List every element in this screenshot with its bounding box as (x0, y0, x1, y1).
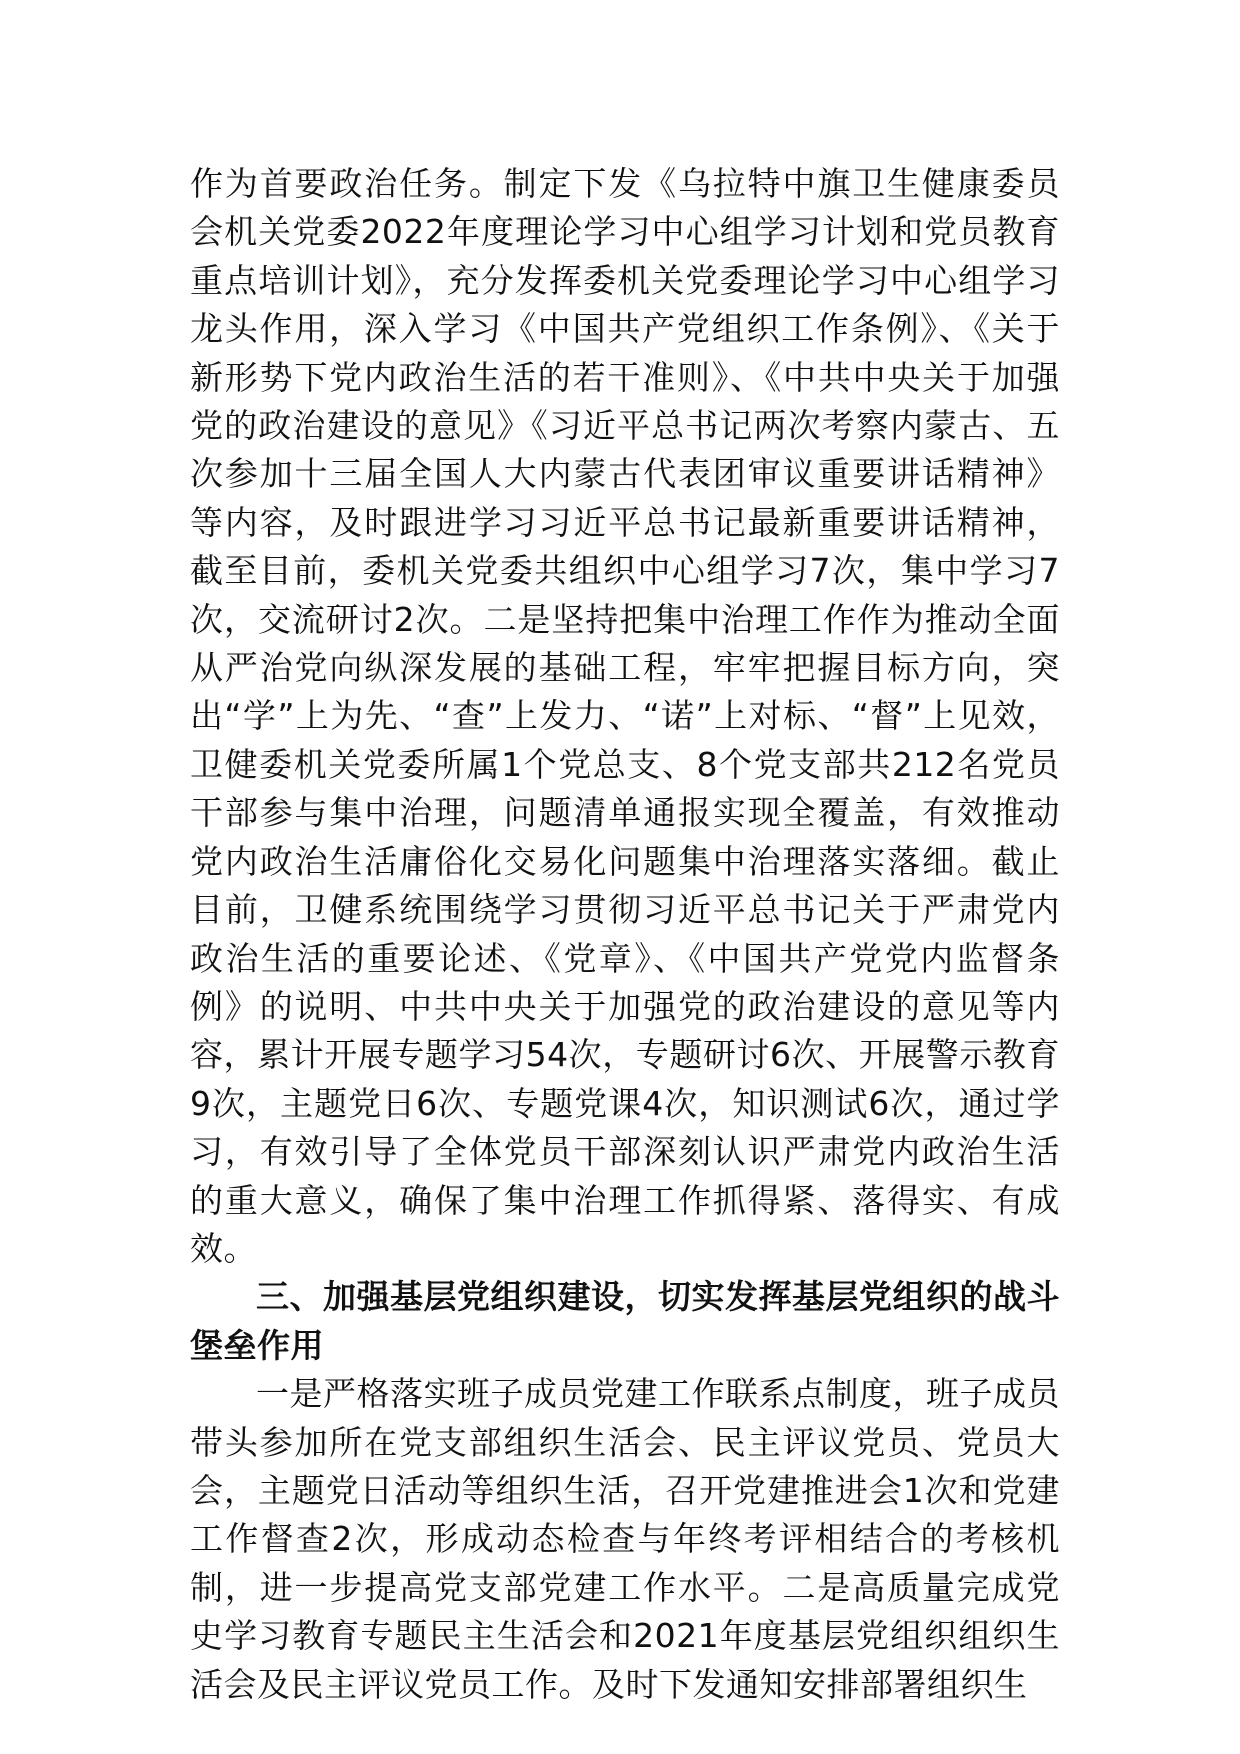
body-paragraph-continued: 作为首要政治任务。制定下发《乌拉特中旗卫生健康委员会机关党委2022年度理论学习中心组学习计划和党员教育重点培训计划》，充分发挥委机关党委理论学习中心组学习龙头作用，深入学习《中国共产党组织工作条例》、《关于新形势下党内政治生活的若干准则》、《中共中央关于加强党的政治建设的意见》《习近平总书记两次考察内蒙古、五次参加十三届全国人大内蒙古代表团审议重要讲话精神》等内容，及时跟进学习习近平总书记最新重要讲话精神，截至目前，委机关党委共组织中心组学习7次，集中学习7次，交流研讨2次。二是坚持把集中治理工作作为推动全面从严治党向纵深发展的基础工程，牢牢把握目标方向，突出“学”上为先、“查”上发力、“诺”上对标、“督”上见效，卫健委机关党委所属1个党总支、8个党支部共212名党员干部参与集中治理，问题清单通报实现全覆盖，有效推动党内政治生活庸俗化交易化问题集中治理落实落细。截止目前，卫健系统围绕学习贯彻习近平总书记关于严肃党内政治生活的重要论述、《党章》、《中国共产党党内监督条例》的说明、中共中央关于加强党的政治建设的意见等内容，累计开展专题学习54次，专题研讨6次、开展警示教育9次，主题党日6次、专题党课4次，知识测试6次，通过学习，有效引导了全体党员干部深刻认识严肃党内政治生活的重大意义，确保了集中治理工作抓得紧、落得实、有成效。 (190, 164, 1060, 1268)
document-body (190, 160, 1060, 1709)
section-heading-3: 三、加强基层党组织建设，切实发挥基层党组织的战斗堡垒作用 (190, 1277, 1060, 1365)
body-paragraph: 一是严格落实班子成员党建工作联系点制度，班子成员带头参加所在党支部组织生活会、民主评议党员、党员大会，主题党日活动等组织生活，召开党建推进会1次和党建工作督查2次，形成动态检查与年终考评相结合的考核机制，进一步提高党支部党建工作水平。二是高质量完成党史学习教育专题民主生活会和2021年度基层党组织组织生活会及民主评议党员工作。及时下发通知安排部署组织生 (190, 1374, 1060, 1704)
